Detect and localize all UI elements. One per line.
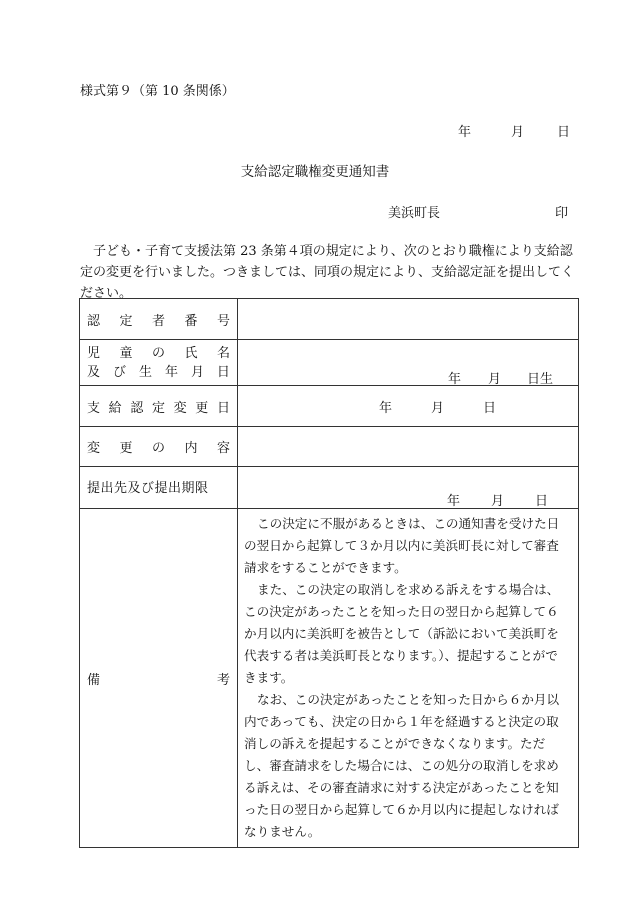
label-char: 認 <box>130 400 144 416</box>
submission-label-text: 提出先及び提出期限 <box>87 481 209 496</box>
label-char: 名 <box>216 345 230 361</box>
label-char: 童 <box>119 345 133 361</box>
label-char: の <box>151 441 165 456</box>
table-row <box>80 386 579 427</box>
label-char: 氏 <box>184 345 198 361</box>
notification-table <box>79 298 579 848</box>
cert-number-label <box>80 299 238 340</box>
label-char: 番 <box>184 313 198 329</box>
document-title: 支給認定職権変更通知書 <box>240 164 390 180</box>
label-char: 日 <box>216 364 230 380</box>
child-name-label <box>80 340 238 386</box>
birth-day: 日生 <box>527 372 554 387</box>
birth-month: 月 <box>488 372 502 387</box>
child-name-value <box>238 340 579 386</box>
remark-paragraph: また、この決定の取消しを求める訴えをする場合は、この決定があったことを知った日の翌日から起算して６か月以内に美浜町を被告として（訴訟において美浜町を代表する者は美浜町長となります。）、提起することができます。 <box>244 582 560 685</box>
remark-paragraph: なお、この決定があったことを知った日から６か月以内であっても、決定の日から１年を経過すると決定の取消しの訴えを提起することができなくなります。ただし、審査請求をした場合には、この処分の取消しを求める訴えは、その審査請求に対する決定があったことを知った日の翌日から起算して６か月以内に提起しなければなりません。 <box>244 692 560 839</box>
remarks-label-left: 備 <box>87 672 101 688</box>
cert-number-value <box>238 299 579 340</box>
change-date-value <box>238 386 579 427</box>
label-char: 日 <box>216 400 230 416</box>
change-content-value <box>238 427 579 467</box>
label-char: 年 <box>164 364 178 380</box>
label-char: 定 <box>151 400 165 416</box>
spread-label <box>87 437 230 456</box>
spread-label <box>87 310 230 329</box>
label-char: の <box>151 345 165 361</box>
label-char: 定 <box>119 313 133 329</box>
table-row <box>80 340 579 386</box>
date-year: 年 <box>457 125 471 140</box>
submission-label <box>80 467 238 509</box>
change-day: 日 <box>483 401 497 416</box>
spread-label <box>87 397 230 416</box>
seal-mark: 印 <box>555 206 569 221</box>
change-content-label <box>80 427 238 467</box>
label-char: 内 <box>184 441 198 456</box>
issuer-name: 美浜町長 <box>388 206 441 221</box>
remarks-text <box>238 509 579 848</box>
spread-label <box>87 344 230 363</box>
table-row <box>80 299 579 340</box>
label-char: 児 <box>87 345 101 361</box>
label-char: 認 <box>87 313 101 329</box>
date-day: 日 <box>556 125 570 140</box>
change-month: 月 <box>431 401 445 416</box>
label-char: 月 <box>190 364 204 380</box>
deadline-year: 年 <box>447 494 461 509</box>
label-char: び <box>112 364 126 380</box>
date-month: 月 <box>510 125 524 140</box>
label-char: 給 <box>108 400 122 416</box>
issue-date-line <box>458 121 570 140</box>
label-char: 更 <box>195 400 209 416</box>
deadline-month: 月 <box>491 494 505 509</box>
label-char: 支 <box>87 400 101 416</box>
intro-paragraph: 子ども・子育て支援法第 23 条第４項の規定により、次のとおり職権により支給認定の変更を行いました。つきましては、同項の規定により、支給認定証を提出してください。 <box>80 244 575 301</box>
table-row <box>80 467 579 509</box>
label-char: 及 <box>87 364 101 380</box>
table-row <box>80 427 579 467</box>
remarks-label <box>80 509 238 848</box>
birth-year: 年 <box>448 372 462 387</box>
label-char: 者 <box>151 313 165 329</box>
label-char: 変 <box>87 441 101 456</box>
table-row <box>80 509 579 848</box>
form-number-label: 様式第９（第 10 条関係） <box>80 84 235 99</box>
deadline-day: 日 <box>535 494 549 509</box>
label-char: 変 <box>173 400 187 416</box>
label-char: 更 <box>119 441 133 456</box>
label-char: 容 <box>216 441 230 456</box>
change-year: 年 <box>379 401 393 416</box>
label-char: 生 <box>138 364 152 380</box>
label-char: 号 <box>216 313 230 329</box>
change-date-label <box>80 386 238 427</box>
remarks-label-right: 考 <box>216 672 230 688</box>
remark-paragraph: この決定に不服があるときは、この通知書を受けた日の翌日から起算して３か月以内に美浜町長に対して審査請求をすることができます。 <box>244 516 560 575</box>
spread-label <box>87 363 230 382</box>
submission-value <box>238 467 579 509</box>
